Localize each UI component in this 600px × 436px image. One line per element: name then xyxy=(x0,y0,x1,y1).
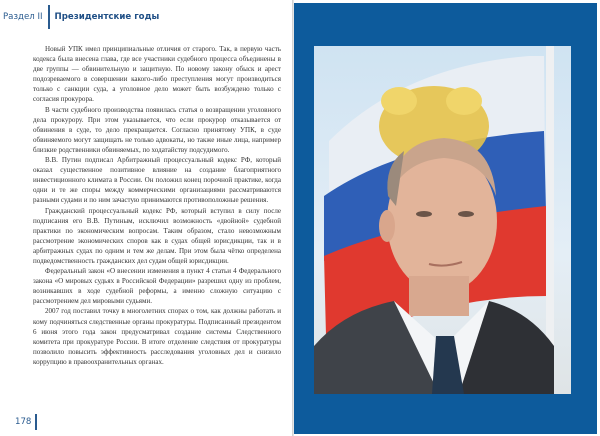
paragraph: Гражданский процессуальный кодекс РФ, который вступил в силу после подписания его В.В. Путиным, исключил возможность «двойной» судебной практики по экономическим вопросам. Таким образом, стало невозможным рассмотрение экономических споров как в судах общей юрисдикции, так и в арбитражных судах по одним и тем же делам. При этом была чётко определена подведомственность гражданских дел судам общей юрисдикции. xyxy=(33,206,281,265)
portrait-photo xyxy=(314,46,571,394)
running-header xyxy=(3,5,159,29)
paragraph: Федеральный закон «О внесении изменения в пункт 4 статьи 4 Федерального закона «О мировых судьях в Российской Федерации» разрешил одну из проблем, возникавших в ходе судебной реформы, а именно сложную ситуацию с рассмотрением дел мировыми судьями. xyxy=(33,267,281,306)
body-text xyxy=(33,44,281,367)
chapter-title: Президентские годы xyxy=(54,12,160,22)
paragraph: 2007 год поставил точку в многолетних спорах о том, как должны работать и кому подчиняться следственные органы прокуратуры. Подписанный президентом 6 июня этого года закон предусматривал создание системы Следственного комитета при прокуратуре России. В итоге отделение следствия от прокуратуры позволило повысить эффективность расследования уголовных дел и снизило коррупцию в правоохранительных органах. xyxy=(33,307,281,366)
footer-divider xyxy=(35,414,37,430)
header-divider xyxy=(48,5,50,29)
paragraph: Новый УПК имел принципиальные отличия от старого. Так, в первую часть кодекса была внесена глава, где все участники судебного процесса объединены в две группы — обвинительную и защитную. По новому закону обыск и арест подозреваемого в совершении какого-либо преступления могут производиться только с санкции суда, а уголовное дело может быть возбуждено только с согласия прокурора. xyxy=(33,45,281,104)
right-page-panel xyxy=(294,3,597,434)
left-page xyxy=(0,0,292,436)
paragraph: В части судебного производства появилась статья о возвращении уголовного дела прокурору. При этом указывается, что если прокурор отказывается от обвинения в суде, то дело прекращается. Согласно принятому УПК, в суде обвиняемого могут защищать не только адвокаты, но также иные лица, например близкие родственники обвиняемых, по ходатайству подсудимого. xyxy=(33,105,281,154)
portrait-illustration xyxy=(314,46,571,394)
paragraph: В.В. Путин подписал Арбитражный процессуальный кодекс РФ, который оказал существенное позитивное влияние на создание благоприятного инвестиционного климата в России. Он положил конец порочной практике, когда одни и те же споры между коммерческими организациями рассматриваются разными судами и по ним зачастую принимаются противоположные решения. xyxy=(33,156,281,205)
section-label: Раздел II xyxy=(3,12,43,22)
page-footer xyxy=(15,412,37,432)
page-number: 178 xyxy=(15,417,32,427)
